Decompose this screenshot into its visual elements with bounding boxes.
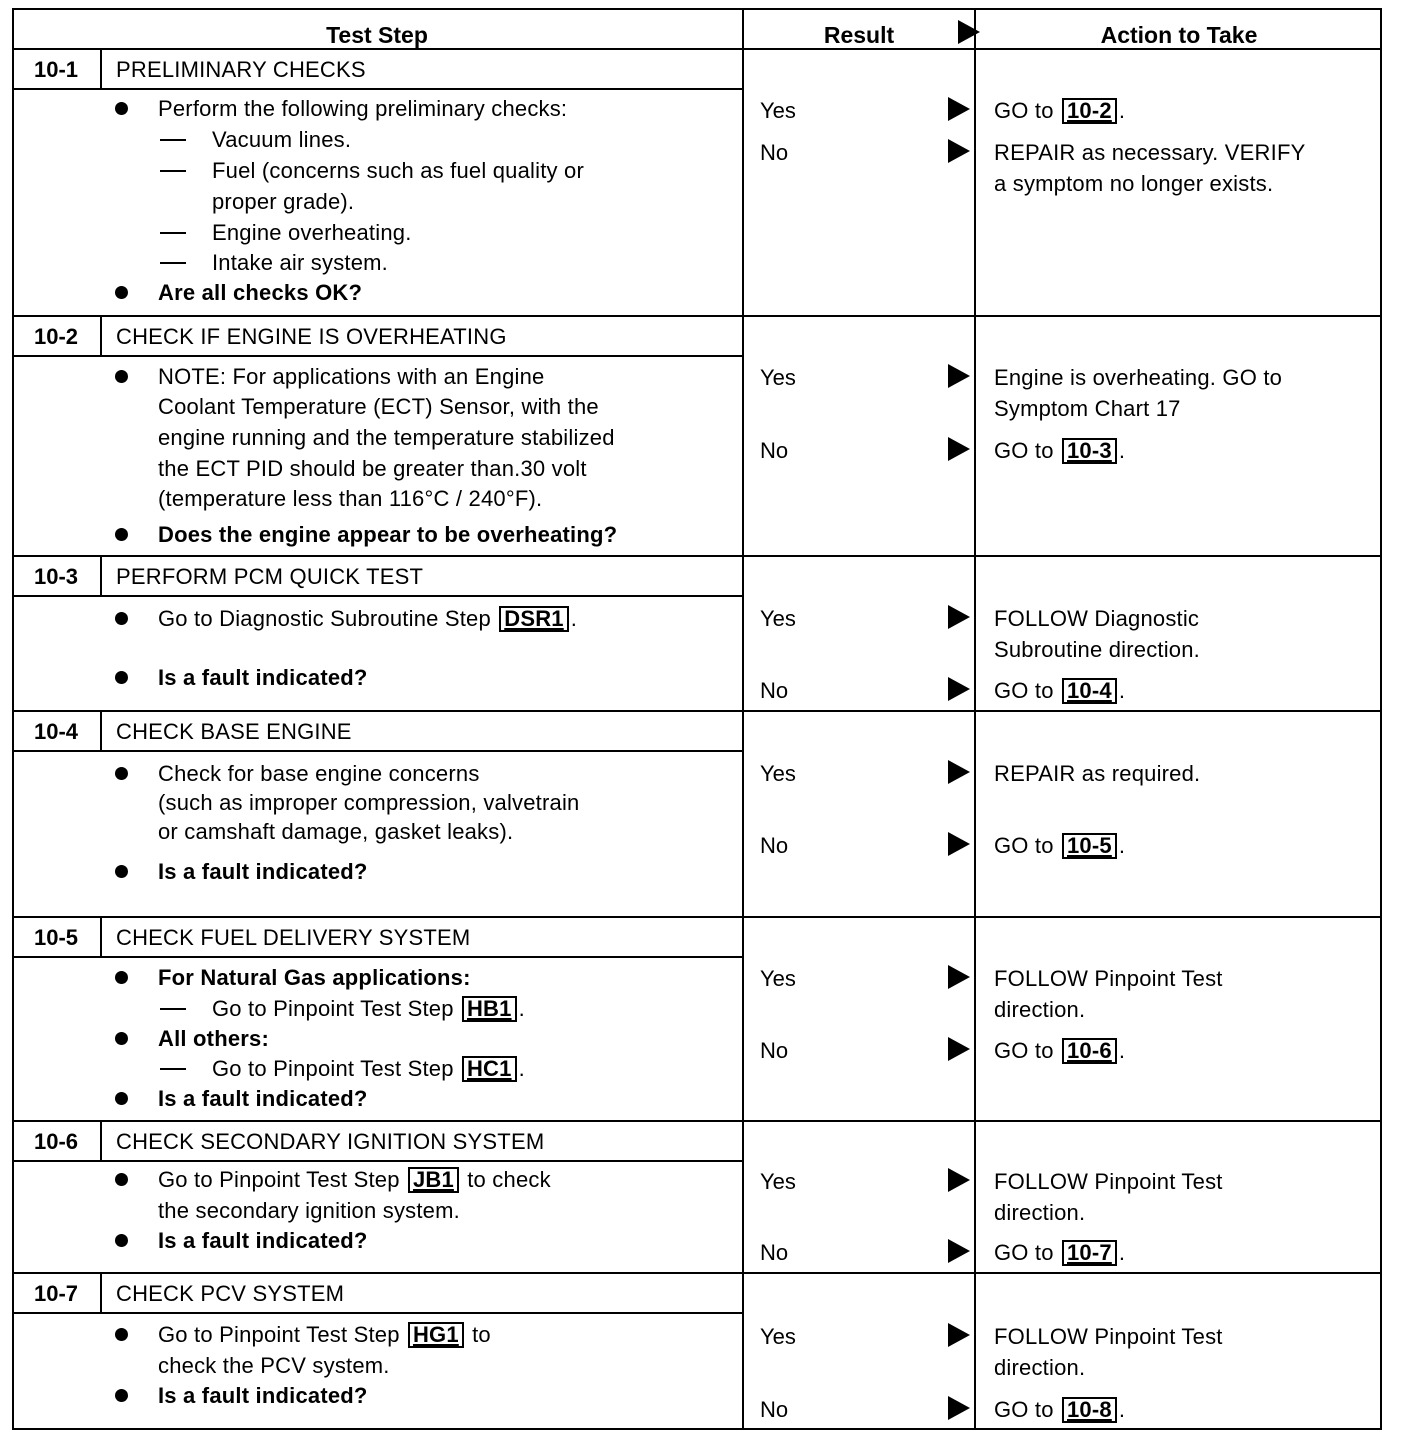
step-instruction: Go to Pinpoint Test Step JB1 to check (158, 1167, 551, 1192)
step-number: 10-2 (33, 324, 79, 349)
bullet-icon (115, 767, 128, 780)
step-instruction: or camshaft damage, gasket leaks). (158, 819, 514, 844)
step-instruction: Perform the following preliminary checks: (158, 96, 568, 121)
step-instruction: the ECT PID should be greater than.30 volt (158, 456, 587, 481)
title-divider (12, 750, 742, 752)
step-reference-box[interactable]: 10-2 (1062, 98, 1117, 124)
row-divider (12, 916, 1382, 918)
step-number: 10-3 (33, 564, 79, 589)
result-arrow-icon (948, 139, 970, 163)
step-instruction: Vacuum lines. (212, 127, 352, 152)
step-reference-box[interactable]: HB1 (462, 996, 517, 1022)
step-instruction: Fuel (concerns such as fuel quality or (212, 158, 584, 183)
row-divider (12, 710, 1382, 712)
step-instruction: the secondary ignition system. (158, 1198, 460, 1223)
result-yes: Yes (760, 606, 796, 631)
title-divider (12, 88, 742, 90)
step-instruction: All others: (158, 1026, 269, 1051)
action-text: GO to 10-8 . (994, 1397, 1126, 1422)
result-yes: Yes (760, 966, 796, 991)
step-title: PRELIMINARY CHECKS (116, 57, 366, 82)
step-instruction: Go to Diagnostic Subroutine Step DSR1 . (158, 606, 578, 631)
step-instruction: Is a fault indicated? (158, 859, 368, 884)
result-no: No (760, 678, 789, 703)
result-no: No (760, 438, 789, 463)
step-reference-box[interactable]: 10-7 (1062, 1240, 1117, 1266)
result-arrow-icon (948, 437, 970, 461)
result-arrow-icon (948, 1323, 970, 1347)
header-test-step: Test Step (326, 22, 428, 48)
step-number-divider (100, 710, 102, 750)
bullet-icon (115, 528, 128, 541)
step-title: CHECK IF ENGINE IS OVERHEATING (116, 324, 507, 349)
step-instruction: (temperature less than 116°C / 240°F). (158, 486, 543, 511)
bullet-icon (115, 865, 128, 878)
result-arrow-icon (948, 97, 970, 121)
step-number-divider (100, 555, 102, 595)
step-reference-box[interactable]: 10-5 (1062, 833, 1117, 859)
action-text: Subroutine direction. (994, 637, 1200, 662)
step-reference-box[interactable]: DSR1 (499, 606, 569, 632)
step-number-divider (100, 48, 102, 88)
result-arrow-icon (948, 1168, 970, 1192)
bullet-icon (115, 1173, 128, 1186)
action-text: GO to 10-7 . (994, 1240, 1126, 1265)
bullet-icon (115, 1328, 128, 1341)
dash-icon (160, 1068, 186, 1070)
action-text: GO to 10-2 . (994, 98, 1126, 123)
result-arrow-icon (948, 364, 970, 388)
step-reference-box[interactable]: 10-6 (1062, 1038, 1117, 1064)
step-instruction: Go to Pinpoint Test Step HB1 . (212, 996, 525, 1021)
step-instruction: Is a fault indicated? (158, 1086, 368, 1111)
dash-icon (160, 139, 186, 141)
result-arrow-icon (948, 760, 970, 784)
step-number: 10-5 (33, 925, 79, 950)
result-yes: Yes (760, 365, 796, 390)
step-reference-box[interactable]: 10-8 (1062, 1397, 1117, 1423)
diagnostic-table (12, 8, 1382, 1430)
step-number: 10-1 (33, 57, 79, 82)
step-instruction: check the PCV system. (158, 1353, 390, 1378)
header-result: Result (823, 22, 895, 48)
action-text: GO to 10-4 . (994, 678, 1126, 703)
step-title: CHECK FUEL DELIVERY SYSTEM (116, 925, 471, 950)
action-text: REPAIR as necessary. VERIFY (994, 140, 1306, 165)
action-text: GO to 10-5 . (994, 833, 1126, 858)
title-divider (12, 595, 742, 597)
step-reference-box[interactable]: HG1 (408, 1322, 464, 1348)
result-yes: Yes (760, 761, 796, 786)
step-instruction: Is a fault indicated? (158, 1228, 368, 1253)
bullet-icon (115, 1092, 128, 1105)
result-arrow-icon (948, 605, 970, 629)
bullet-icon (115, 1389, 128, 1402)
step-instruction: proper grade). (212, 189, 355, 214)
bullet-icon (115, 286, 128, 299)
step-instruction: Engine overheating. (212, 220, 412, 245)
step-instruction: For Natural Gas applications: (158, 965, 471, 990)
result-yes: Yes (760, 98, 796, 123)
result-yes: Yes (760, 1169, 796, 1194)
step-reference-box[interactable]: HC1 (462, 1056, 517, 1082)
step-instruction: Is a fault indicated? (158, 1383, 368, 1408)
result-arrow-icon (948, 1396, 970, 1420)
step-title: CHECK BASE ENGINE (116, 719, 352, 744)
action-text: FOLLOW Pinpoint Test (994, 1324, 1223, 1349)
step-number-divider (100, 315, 102, 355)
result-no: No (760, 1240, 789, 1265)
bullet-icon (115, 612, 128, 625)
row-divider (12, 315, 1382, 317)
action-text: FOLLOW Pinpoint Test (994, 966, 1223, 991)
column-divider-result (742, 8, 744, 1430)
action-text: direction. (994, 997, 1086, 1022)
result-arrow-icon (948, 1037, 970, 1061)
dash-icon (160, 1008, 186, 1010)
title-divider (12, 956, 742, 958)
step-instruction: (such as improper compression, valvetrain (158, 790, 580, 815)
row-divider (12, 555, 1382, 557)
step-instruction: Are all checks OK? (158, 280, 363, 305)
bullet-icon (115, 370, 128, 383)
bullet-icon (115, 102, 128, 115)
action-text: FOLLOW Diagnostic (994, 606, 1200, 631)
bullet-icon (115, 671, 128, 684)
action-text: FOLLOW Pinpoint Test (994, 1169, 1223, 1194)
result-arrow-icon (948, 832, 970, 856)
action-text: Engine is overheating. GO to (994, 365, 1283, 390)
row-divider (12, 1120, 1382, 1122)
step-number-divider (100, 1272, 102, 1312)
result-yes: Yes (760, 1324, 796, 1349)
action-text: direction. (994, 1355, 1086, 1380)
step-reference-box[interactable]: JB1 (408, 1167, 459, 1193)
step-title: PERFORM PCM QUICK TEST (116, 564, 424, 589)
step-title: CHECK PCV SYSTEM (116, 1281, 345, 1306)
dash-icon (160, 170, 186, 172)
column-divider-action (974, 8, 976, 1430)
result-arrow-icon (948, 965, 970, 989)
result-arrow-icon (948, 1239, 970, 1263)
title-divider (12, 1160, 742, 1162)
dash-icon (160, 262, 186, 264)
bullet-icon (115, 1234, 128, 1247)
header-action: Action to Take (1100, 22, 1258, 48)
result-no: No (760, 1397, 789, 1422)
step-number-divider (100, 1120, 102, 1160)
action-text: a symptom no longer exists. (994, 171, 1274, 196)
step-instruction: Intake air system. (212, 250, 388, 275)
row-divider (12, 1272, 1382, 1274)
title-divider (12, 355, 742, 357)
title-divider (12, 1312, 742, 1314)
step-instruction: NOTE: For applications with an Engine (158, 364, 545, 389)
bullet-icon (115, 971, 128, 984)
result-no: No (760, 833, 789, 858)
step-instruction: Is a fault indicated? (158, 665, 368, 690)
result-no: No (760, 1038, 789, 1063)
step-title: CHECK SECONDARY IGNITION SYSTEM (116, 1129, 545, 1154)
step-number: 10-7 (33, 1281, 79, 1306)
action-text: GO to 10-3 . (994, 438, 1126, 463)
step-reference-box[interactable]: 10-3 (1062, 438, 1117, 464)
step-reference-box[interactable]: 10-4 (1062, 678, 1117, 704)
step-instruction: Does the engine appear to be overheating? (158, 522, 618, 547)
action-text: GO to 10-6 . (994, 1038, 1126, 1063)
action-text: direction. (994, 1200, 1086, 1225)
step-instruction: engine running and the temperature stabilized (158, 425, 615, 450)
step-instruction: Go to Pinpoint Test Step HC1 . (212, 1056, 525, 1081)
step-instruction: Check for base engine concerns (158, 761, 480, 786)
action-text: REPAIR as required. (994, 761, 1201, 786)
step-instruction: Go to Pinpoint Test Step HG1 to (158, 1322, 491, 1347)
result-arrow-icon (948, 677, 970, 701)
dash-icon (160, 232, 186, 234)
bullet-icon (115, 1032, 128, 1045)
step-instruction: Coolant Temperature (ECT) Sensor, with the (158, 394, 599, 419)
step-number: 10-4 (33, 719, 79, 744)
step-number-divider (100, 916, 102, 956)
step-number: 10-6 (33, 1129, 79, 1154)
result-no: No (760, 140, 789, 165)
action-text: Symptom Chart 17 (994, 396, 1181, 421)
